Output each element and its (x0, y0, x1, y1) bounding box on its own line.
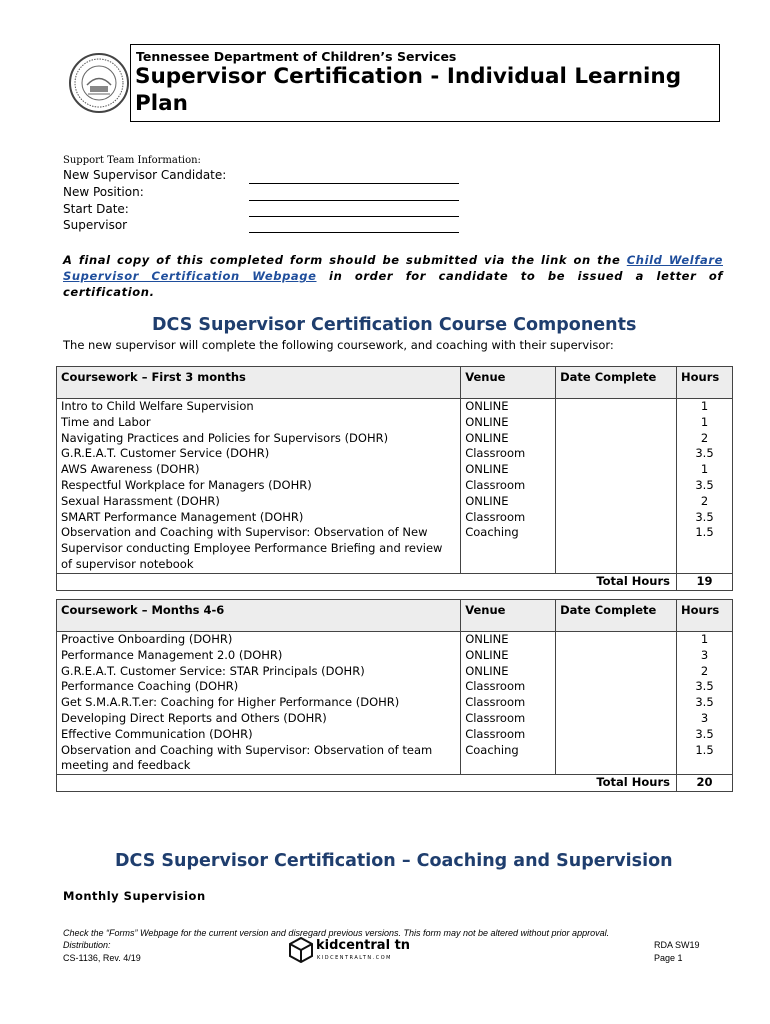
venue-item: Classroom (465, 477, 526, 492)
hours-item: 1.5 (695, 742, 714, 757)
field-label-position: New Position: (63, 185, 144, 199)
course-item: G.R.E.A.T. Customer Service: STAR Principals (DOHR) (61, 663, 365, 678)
venue-item: ONLINE (465, 647, 509, 662)
coursework-table-first-3-months (56, 366, 733, 591)
total-hours-value: 19 (677, 573, 733, 590)
hours-item: 3.5 (695, 509, 714, 524)
course-item: Proactive Onboarding (DOHR) (61, 632, 233, 646)
total-row (57, 573, 733, 590)
table-row (57, 632, 733, 775)
course-item: Get S.M.A.R.T.er: Coaching for Higher Performance (DOHR) (61, 695, 400, 710)
venue-item: Classroom (465, 695, 526, 710)
hours-item: 3.5 (695, 446, 714, 461)
total-hours-label: Total Hours (57, 775, 677, 792)
column-header-hours: Hours (676, 600, 732, 632)
venue-item: ONLINE (465, 414, 509, 429)
hours-item: 1 (700, 632, 709, 646)
footer-form-number: CS-1136, Rev. 4/19 (63, 953, 141, 963)
hours-item: 2 (700, 663, 709, 678)
course-item: SMART Performance Management (DOHR) (61, 509, 304, 524)
hours-item: 3 (700, 710, 709, 725)
support-team-heading: Support Team Information: (63, 155, 201, 166)
venue-list (461, 632, 556, 775)
hours-item: 3.5 (695, 679, 714, 694)
start-date-input-line[interactable] (249, 216, 459, 217)
venue-item: Classroom (465, 710, 526, 725)
date-complete-cell[interactable] (556, 632, 677, 775)
certification-webpage-link[interactable]: Child Welfare Supervisor Certification Webpage (63, 253, 723, 283)
hours-item: 2 (700, 430, 709, 445)
venue-item: Classroom (465, 509, 526, 524)
course-item: Time and Labor (61, 414, 151, 429)
course-item: Developing Direct Reports and Others (DOHR) (61, 710, 327, 725)
course-item: Observation and Coaching with Supervisor: Observation of team meeting and feedback (61, 742, 433, 773)
hours-item: 2 (700, 493, 709, 508)
footer-rda: RDA SW19 (654, 940, 700, 950)
coursework-table-months-4-6 (56, 599, 733, 792)
course-components-heading: DCS Supervisor Certification Course Components (152, 315, 637, 335)
footer-page-number: Page 1 (654, 953, 683, 963)
total-row (57, 775, 733, 792)
total-hours-value: 20 (676, 775, 732, 792)
department-name: Tennessee Department of Children’s Services (136, 49, 457, 64)
column-header-date-complete: Date Complete (556, 600, 677, 632)
hours-item: 1.5 (695, 525, 714, 540)
column-header-hours: Hours (677, 367, 733, 399)
course-list (57, 399, 461, 574)
supervisor-input-line[interactable] (249, 232, 459, 233)
venue-item: Classroom (465, 726, 526, 741)
venue-item: ONLINE (465, 663, 509, 678)
column-header-coursework: Coursework – First 3 months (57, 367, 461, 399)
kidcentral-logo-url: KIDCENTRALTN.COM (317, 955, 392, 961)
course-item: Performance Management 2.0 (DOHR) (61, 647, 283, 662)
hours-item: 1 (700, 414, 709, 429)
footer-distribution: Distribution: (63, 940, 111, 950)
course-item: Effective Communication (DOHR) (61, 726, 253, 741)
course-item: Observation and Coaching with Supervisor: Observation of New Supervisor conducting Employee Performance Briefing and review of supervisor notebook (61, 525, 443, 571)
column-header-venue: Venue (461, 367, 556, 399)
kidcentral-logo-text: kidcentral tn (316, 938, 411, 953)
state-seal-icon (68, 52, 130, 114)
course-item: Navigating Practices and Policies for Supervisors (DOHR) (61, 430, 389, 445)
instruction-text-after: in order for candidate to be issued a letter of certification. (63, 269, 723, 299)
hours-list (677, 399, 733, 574)
column-header-coursework: Coursework – Months 4-6 (57, 600, 461, 632)
hours-item: 3 (700, 647, 709, 662)
table-row (57, 399, 733, 574)
venue-item: ONLINE (465, 399, 509, 413)
column-header-venue: Venue (461, 600, 556, 632)
date-complete-cell[interactable] (556, 399, 677, 574)
course-item: G.R.E.A.T. Customer Service (DOHR) (61, 446, 270, 461)
course-item: Sexual Harassment (DOHR) (61, 493, 220, 508)
venue-list (461, 399, 556, 574)
hours-item: 1 (700, 462, 709, 477)
course-list (57, 632, 461, 775)
course-item: Respectful Workplace for Managers (DOHR) (61, 477, 312, 492)
hours-item: 3.5 (695, 477, 714, 492)
course-item: Performance Coaching (DOHR) (61, 679, 239, 694)
candidate-input-line[interactable] (249, 183, 459, 184)
field-label-candidate: New Supervisor Candidate: (63, 168, 227, 182)
venue-item: Coaching (465, 742, 519, 757)
hours-list (676, 632, 732, 775)
column-header-date-complete: Date Complete (556, 367, 677, 399)
hours-item: 1 (700, 399, 709, 413)
field-label-supervisor: Supervisor (63, 218, 128, 232)
venue-item: Coaching (465, 525, 519, 540)
kidcentral-cube-icon (289, 937, 313, 963)
monthly-supervision-heading: Monthly Supervision (63, 889, 206, 903)
page-title: Supervisor Certification - Individual Learning Plan (135, 64, 682, 116)
instruction-text-before: A final copy of this completed form should be submitted via the link on the (63, 253, 627, 267)
venue-item: ONLINE (465, 430, 509, 445)
venue-item: Classroom (465, 446, 526, 461)
total-hours-label: Total Hours (57, 573, 677, 590)
footer-notice: Check the “Forms” Webpage for the current version and disregard previous versions. This form may not be altered without prior approval. (63, 928, 610, 938)
position-input-line[interactable] (249, 200, 459, 201)
coaching-supervision-heading: DCS Supervisor Certification – Coaching and Supervision (115, 851, 673, 871)
course-item: AWS Awareness (DOHR) (61, 462, 200, 477)
course-item: Intro to Child Welfare Supervision (61, 399, 254, 413)
hours-item: 3.5 (695, 695, 714, 710)
venue-item: ONLINE (465, 493, 509, 508)
course-components-intro: The new supervisor will complete the following coursework, and coaching with their supervisor: (63, 338, 614, 352)
field-label-start-date: Start Date: (63, 202, 129, 216)
submission-instruction (63, 252, 723, 300)
venue-item: Classroom (465, 679, 526, 694)
venue-item: ONLINE (465, 462, 509, 477)
hours-item: 3.5 (695, 726, 714, 741)
venue-item: ONLINE (465, 632, 509, 646)
